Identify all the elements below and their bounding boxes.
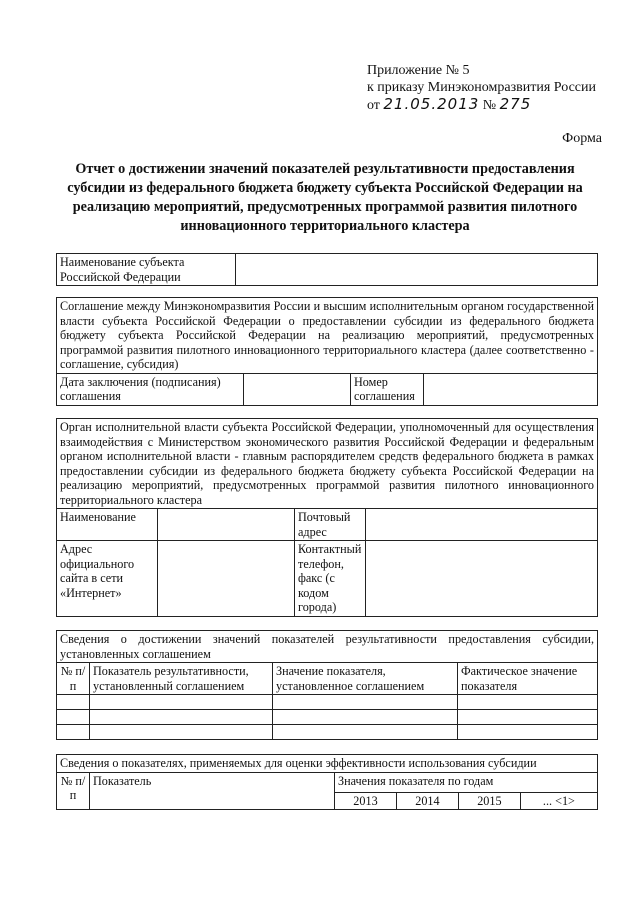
agreement-text: Соглашение между Минэкономразвития России и высшим исполнительным органом государственной власти субъекта Российской Федерации о предоставлении субсидии из федерального бюджета бюджету субъекта Российской Федерации на реализацию мероприятий, предусмотренных программой развития пилотного инновационного территориального кластера (далее соответственно - соглашение, субсидия) [57, 298, 598, 374]
col-value-header: Значение показателя, установленное соглашением [273, 663, 458, 695]
order-date-prefix: от [366, 98, 380, 113]
agreement-date-value [244, 373, 351, 405]
subject-name-table [56, 253, 598, 286]
agreement-table [56, 297, 598, 406]
postal-address-label: Почтовый адрес [295, 509, 366, 541]
contact-phone-label: Контактный телефон, факс (с кодом города) [295, 541, 366, 617]
number-sign: № [482, 98, 497, 113]
executive-body-table [56, 418, 598, 617]
handwritten-number: 275 [499, 95, 532, 113]
appendix-block [367, 62, 596, 114]
postal-address-value [366, 509, 598, 541]
contact-phone-value [366, 541, 598, 617]
efficiency-table [56, 754, 598, 810]
year-more: ... <1> [520, 792, 597, 810]
appendix-line-3 [367, 96, 596, 114]
results-table [56, 630, 598, 740]
agreement-number-label: Номер соглашения [351, 373, 424, 405]
year-2015: 2015 [458, 792, 520, 810]
appendix-line-1: Приложение № 5 [366, 63, 470, 78]
subject-name-label: Наименование субъекта Российской Федерации [57, 254, 236, 286]
name-label: Наименование [57, 509, 158, 541]
col-number-header: № п/п [57, 663, 90, 695]
year-2013: 2013 [335, 792, 397, 810]
col-values-header: Значения показателя по годам [335, 772, 598, 792]
website-label: Адрес официального сайта в сети «Интернет» [57, 541, 158, 617]
executive-body-text: Орган исполнительной власти субъекта Российской Федерации, уполномоченный для осуществления взаимодействия с Министерством экономического развития Российской Федерации и федеральным органом исполнительной власти - главным распорядителем средств федерального бюджета в рамках предоставлении субсидии из федерального бюджета бюджету субъекта Российской Федерации на реализацию мероприятий, предусмотренных программой развития пилотного инновационного территориального кластера [57, 419, 598, 509]
table-row [57, 710, 598, 725]
table-row [57, 695, 598, 710]
document-title: Отчет о достижении значений показателей результативности предоставления субсидии из федерального бюджета бюджету субъекта Российской Федерации на реализацию мероприятий, предусмотренных программой развития пилотного инновационного территориального кластера [67, 161, 583, 234]
col-indicator-header: Показатель [90, 772, 335, 810]
website-value [158, 541, 295, 617]
form-label: Форма [562, 131, 602, 146]
year-2014: 2014 [396, 792, 458, 810]
appendix-line-2: к приказу Минэкономразвития России [366, 80, 596, 95]
subject-name-value [236, 254, 598, 286]
col-indicator-header: Показатель результативности, установленный соглашением [90, 663, 273, 695]
efficiency-heading: Сведения о показателях, применяемых для оценки эффективности использования субсидии [57, 755, 598, 773]
agreement-date-label: Дата заключения (подписания) соглашения [57, 373, 244, 405]
col-number-header: № п/п [57, 772, 90, 810]
results-heading: Сведения о достижении значений показателей результативности предоставления субсидии, установленных соглашением [57, 631, 598, 663]
name-value [158, 509, 295, 541]
col-actual-header: Фактическое значение показателя [458, 663, 598, 695]
agreement-number-value [424, 373, 598, 405]
handwritten-date: 21.05.2013 [383, 95, 480, 113]
table-row [57, 725, 598, 740]
